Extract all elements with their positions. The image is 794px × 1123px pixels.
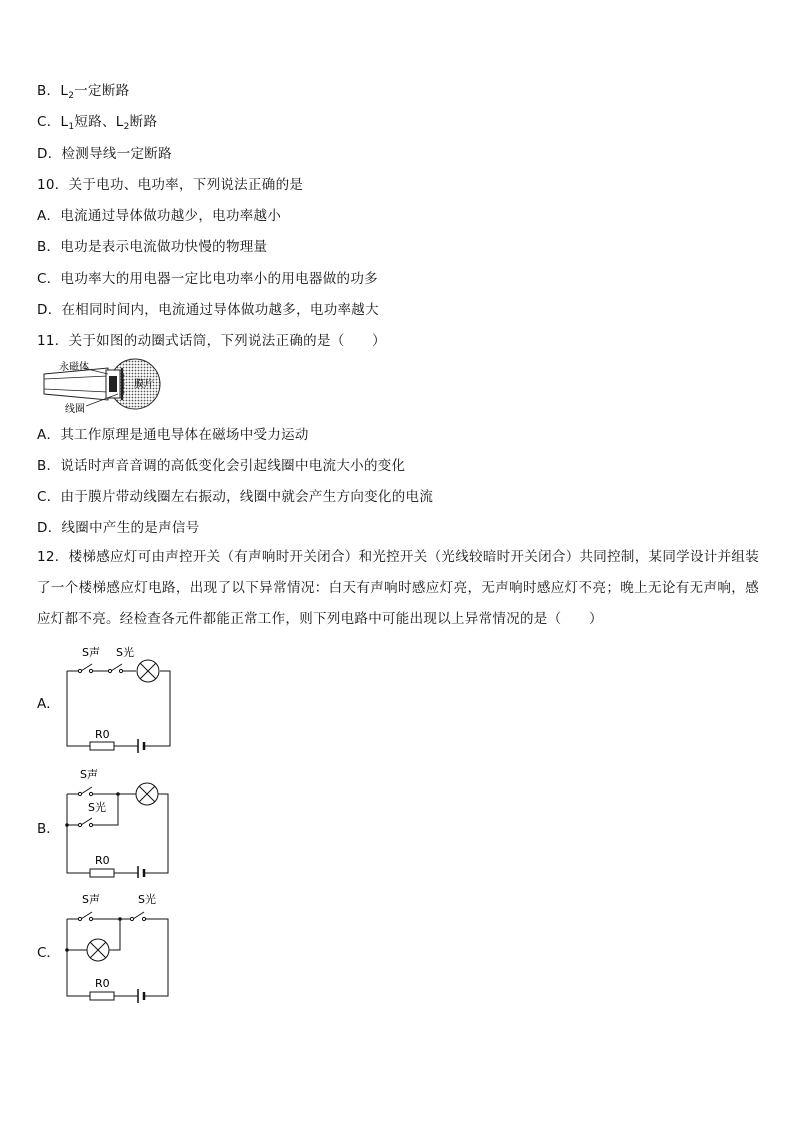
resistor-shape	[90, 869, 114, 877]
battery-icon	[138, 866, 144, 878]
s-light-label: S光	[88, 801, 106, 814]
s-light-label: S光	[138, 893, 156, 906]
s-light-label: S光	[116, 646, 134, 659]
q10-option-d: D．在相同时间内，电流通过导体做功越多，电功率越大	[37, 302, 379, 318]
microphone-diagram	[38, 354, 164, 416]
q11-option-b: B．说话时声音音调的高低变化会引起线圈中电流大小的变化	[37, 458, 406, 474]
r0-label: R0	[95, 977, 110, 990]
r0-label: R0	[95, 854, 110, 867]
q11-option-c: C．由于膜片带动线圈左右振动，线圈中就会产生方向变化的电流	[37, 489, 434, 505]
lamp-icon	[137, 660, 159, 682]
q12-stem: 12．楼梯感应灯可由声控开关（有声响时开关闭合）和光控开关（光线较暗时开关闭合）共同控制，某同学设计并组装了一个楼梯感应灯电路，出现了以下异常情况：白天有声响时感应灯亮，无声响时感应灯不亮；晚上无论有无声响，感应灯都不亮。经检查各元件都能正常工作，则下列电路中可能出现以上异常情况的是（ ）	[37, 549, 759, 627]
q10-option-a: A．电流通过导体做功越少，电功率越小	[37, 208, 282, 224]
resistor-shape	[90, 992, 114, 1000]
s-sound-label: S声	[80, 768, 98, 781]
q11-option-a: A．其工作原理是通电导体在磁场中受力运动	[37, 427, 309, 443]
diaphragm-label: 膜片	[134, 379, 154, 390]
q11-option-d: D．线圈中产生的是声信号	[37, 520, 200, 536]
q10-option-c: C．电功率大的用电器一定比电功率小的用电器做的功多	[37, 271, 378, 287]
coil-label: 线圈	[65, 404, 85, 415]
q9-option-b: B．$L_2$一定断路	[37, 83, 130, 101]
circuit-b	[60, 763, 175, 878]
s-sound-label: S声	[82, 646, 100, 659]
lamp-icon	[87, 939, 109, 961]
q12-option-b-label: B．	[37, 821, 60, 837]
circuit-c	[60, 888, 175, 1005]
q9-option-d: D．检测导线一定断路	[37, 146, 172, 162]
circuit-a	[60, 642, 175, 757]
battery-icon	[138, 989, 144, 1003]
r0-label: R0	[95, 728, 110, 741]
resistor-shape	[90, 742, 114, 750]
q9-option-c: C．$L_1$短路、$L_2$断路	[37, 114, 158, 132]
magnet-label: 永磁体	[59, 362, 89, 373]
q12-option-c-label: C．	[37, 945, 60, 961]
battery-icon	[138, 739, 144, 753]
q11-stem: 11．关于如图的动圈式话筒，下列说法正确的是（ ）	[37, 333, 386, 349]
s-sound-label: S声	[82, 893, 100, 906]
q12-option-a-label: A．	[37, 696, 60, 712]
q10-stem: 10．关于电功、电功率，下列说法正确的是	[37, 177, 304, 193]
lamp-icon	[136, 783, 158, 805]
q10-option-b: B．电功是表示电流做功快慢的物理量	[37, 239, 268, 255]
